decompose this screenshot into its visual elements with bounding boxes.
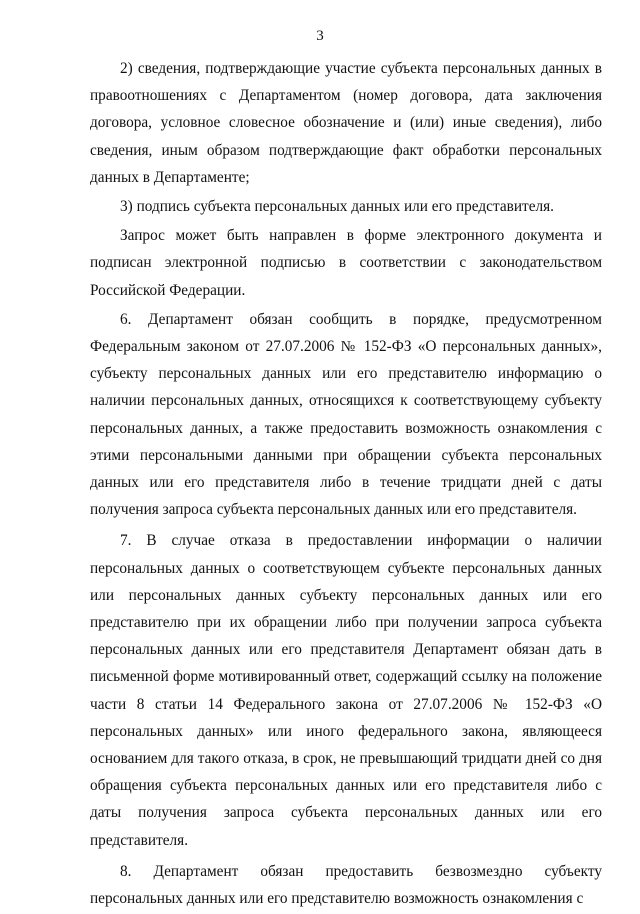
paragraph-electronic-request: Запрос может быть направлен в форме электронного документа и подписан электронной подписью в соответствии с законодательством Российской Федерации. [90, 227, 602, 299]
paragraph-item-2-details: 2) сведения, подтверждающие участие субъекта персональных данных в правоотношениях с Департаментом (номер договора, дата заключения договора, условное словесное обозначение и (или) иные сведения), либо сведения, иным образом подтверждающие факт обработки персональных данных в Департаменте; [90, 60, 602, 186]
page-number: 3 [316, 28, 324, 44]
paragraph-clause-7: 7. В случае отказа в предоставлении информации о наличии персональных данных о соответствующем субъекте персональных данных или персональных данных субъекту персональных данных или его представителю при их обращении либо при получении запроса субъекта персональных данных или его представителя Департамент обязан дать в письменной форме мотивированный ответ, содержащий ссылку на положение части 8 статьи 14 Федерального закона от 27.07.2006 № 152-ФЗ «О персональных данных» или иного федерального закона, являющееся основанием для такого отказа, в срок, не превышающий тридцати дней со дня обращения субъекта персональных данных или его представителя либо с даты получения запроса субъекта персональных данных или его представителя. [90, 532, 602, 849]
paragraph-item-3-signature: 3) подпись субъекта персональных данных или его представителя. [120, 198, 554, 216]
paragraph-clause-8: 8. Департамент обязан предоставить безвозмездно субъекту персональных данных или его представителю возможность ознакомления с [90, 862, 602, 908]
paragraph-clause-6: 6. Департамент обязан сообщить в порядке, предусмотренном Федеральным законом от 27.07.2006 № 152-ФЗ «О персональных данных», субъекту персональных данных или его представителю информацию о наличии персональных данных, относящихся к соответствующему субъекту персональных данных, а также предоставить возможность ознакомления с этими персональными данными при обращении субъекта персональных данных или его представителя либо в течение тридцати дней с даты получения запроса субъекта персональных данных или его представителя. [90, 310, 602, 519]
document-body [90, 55, 602, 914]
